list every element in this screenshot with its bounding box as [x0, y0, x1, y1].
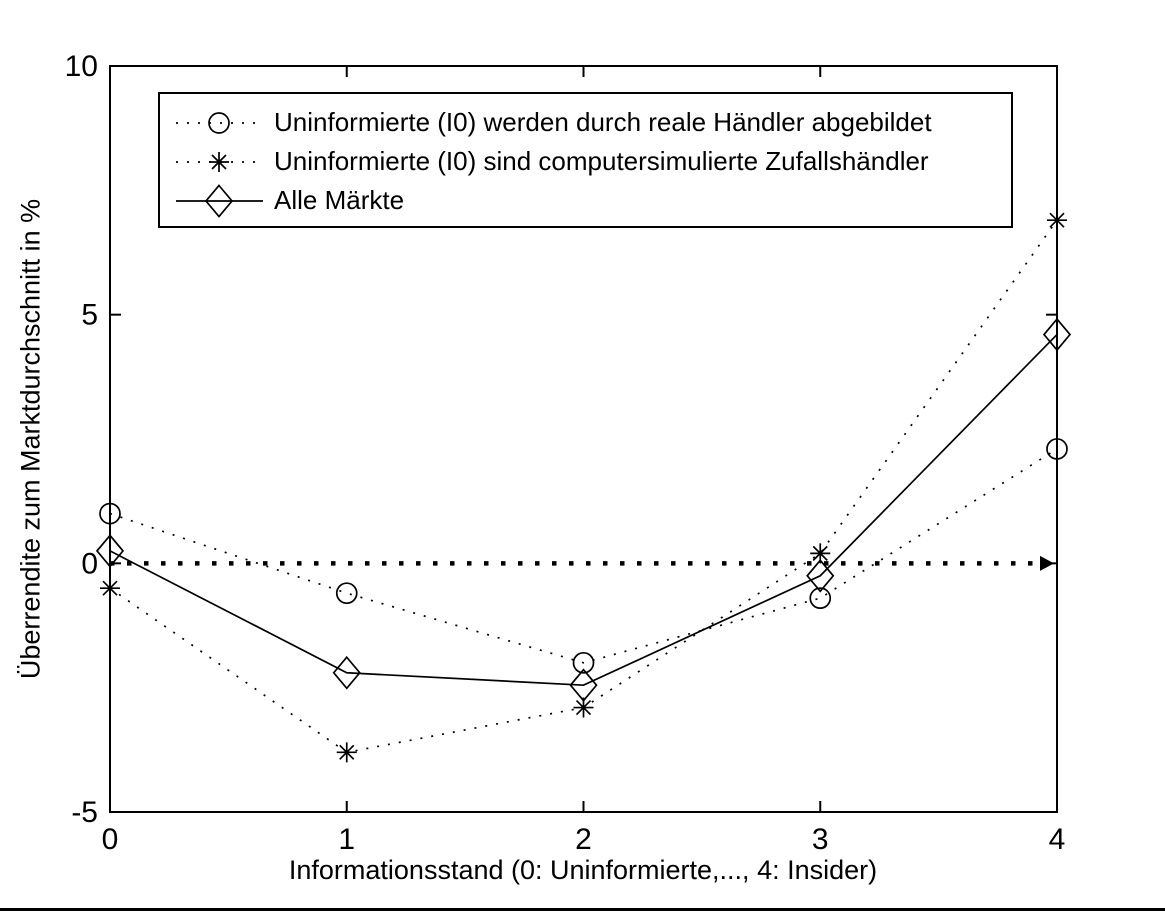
bottom-rule: [0, 908, 1165, 911]
series-line-2: [110, 335, 1057, 686]
legend-swatch-diamond-icon: [176, 182, 264, 220]
series-0-circle-marker: [337, 583, 357, 603]
series-1-asterisk-marker: [337, 742, 357, 762]
y-axis-label: Überrendite zum Marktdurchschnitt in %: [15, 198, 46, 680]
y-tick-label: 5: [81, 298, 98, 332]
x-axis-label: Informationsstand (0: Uninformierte,..., 4: Insider): [288, 855, 878, 885]
legend-box: [158, 92, 1013, 228]
legend-row: [176, 181, 1011, 220]
x-tick-label: 0: [101, 823, 119, 856]
legend-label: Alle Märkte: [274, 185, 405, 215]
legend-swatch-asterisk-icon: [176, 143, 264, 181]
x-tick-label: 4: [1048, 823, 1066, 856]
y-tick-label: 0: [81, 547, 98, 581]
legend-row: [176, 103, 1011, 142]
x-tick-label: 2: [575, 823, 592, 856]
legend-asterisk-marker-icon: [209, 152, 229, 172]
zero-line-arrow-icon: [1040, 556, 1054, 571]
y-tick-label: -5: [71, 796, 98, 829]
legend-row: [176, 142, 1011, 181]
legend-label: Uninformierte (I0) werden durch reale Händler abgebildet: [274, 107, 932, 137]
series-line-0: [110, 449, 1057, 663]
x-tick-label: 3: [811, 823, 829, 856]
series-1-asterisk-marker: [1047, 210, 1067, 230]
y-tick-label: 10: [64, 50, 98, 83]
x-tick-label: 1: [338, 823, 356, 856]
legend-swatch-circle-icon: [176, 104, 264, 142]
legend-circle-marker-icon: [209, 113, 229, 133]
legend-label: Uninformierte (I0) sind computersimulierte Zufallshändler: [274, 146, 929, 176]
series-1-asterisk-marker: [100, 578, 120, 598]
